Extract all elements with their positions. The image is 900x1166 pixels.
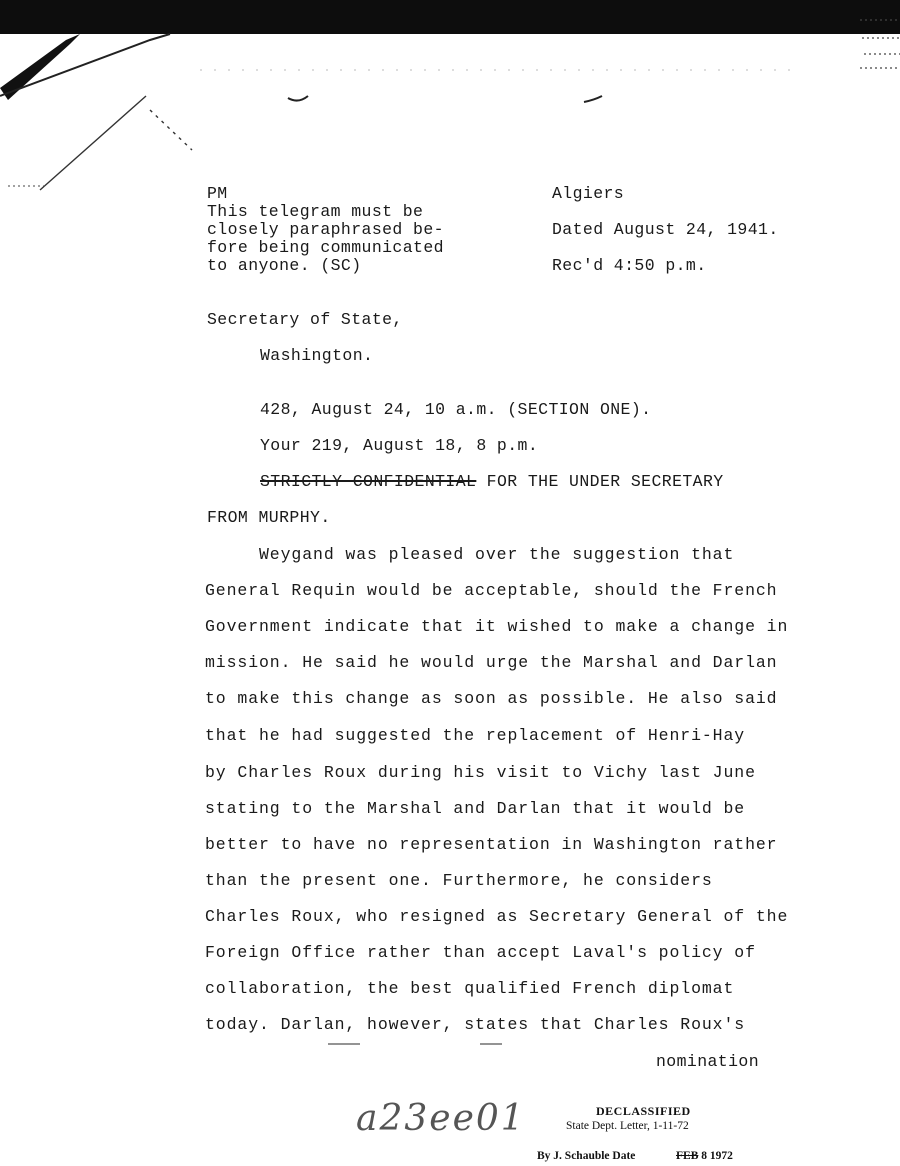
your-reference-line: Your 219, August 18, 8 p.m. (260, 436, 539, 455)
body-line-1: Weygand was pleased over the suggestion that (205, 545, 735, 564)
from-line: FROM MURPHY. (207, 508, 331, 527)
caveat-line-4: to anyone. (SC) (207, 256, 362, 275)
body-line-14: today. Darlan, however, states that Charles Roux's (205, 1015, 746, 1034)
addressee: Secretary of State, (207, 310, 403, 329)
body-line-10: than the present one. Furthermore, he considers (205, 871, 713, 890)
received-line: Rec'd 4:50 p.m. (552, 256, 707, 275)
caveat-line-3: fore being communicated (207, 238, 444, 257)
scan-edge-artifact (0, 0, 900, 200)
body-line-6: that he had suggested the replacement of Henri-Hay (205, 726, 746, 745)
struck-classification: STRICTLY CONFIDENTIAL (260, 472, 477, 491)
date-value: 8 1972 (698, 1150, 733, 1162)
declassified-letter: State Dept. Letter, 1-11-72 (566, 1120, 689, 1132)
body-line-11: Charles Roux, who resigned as Secretary General of the (205, 907, 789, 926)
routing-code: PM (207, 184, 228, 203)
body-line-8: stating to the Marshal and Darlan that it would be (205, 799, 746, 818)
classification-line (260, 473, 724, 491)
declassified-by: By J. Schauble Date (537, 1150, 636, 1162)
dated-line: Dated August 24, 1941. (552, 220, 779, 239)
body-line-5: to make this change as soon as possible. He also said (205, 689, 778, 708)
caveat-line-2: closely paraphrased be- (207, 220, 444, 239)
origin-city: Algiers (552, 184, 625, 203)
body-line-4: mission. He said he would urge the Marshal and Darlan (205, 653, 778, 672)
struck-date: FEB (676, 1150, 699, 1162)
telegram-number-line: 428, August 24, 10 a.m. (SECTION ONE). (260, 400, 652, 419)
address-city: Washington. (260, 346, 374, 365)
body-line-7: by Charles Roux during his visit to Vichy last June (205, 763, 756, 782)
underline-marks (320, 1040, 520, 1048)
body-line-2: General Requin would be acceptable, should the French (205, 581, 778, 600)
body-line-13: collaboration, the best qualified French diplomat (205, 979, 735, 998)
declassified-date (676, 1150, 733, 1162)
handwritten-note: a23ee01 (356, 1098, 526, 1139)
declassified-stamp-title: DECLASSIFIED (596, 1104, 691, 1118)
caveat-line-1: This telegram must be (207, 202, 424, 221)
body-line-9: better to have no representation in Washington rather (205, 835, 778, 854)
body-line-3: Government indicate that it wished to make a change in (205, 617, 789, 636)
body-line-12: Foreign Office rather than accept Laval's policy of (205, 943, 756, 962)
for-under-secretary: FOR THE UNDER SECRETARY (476, 472, 724, 491)
continuation-word: nomination (656, 1052, 760, 1071)
